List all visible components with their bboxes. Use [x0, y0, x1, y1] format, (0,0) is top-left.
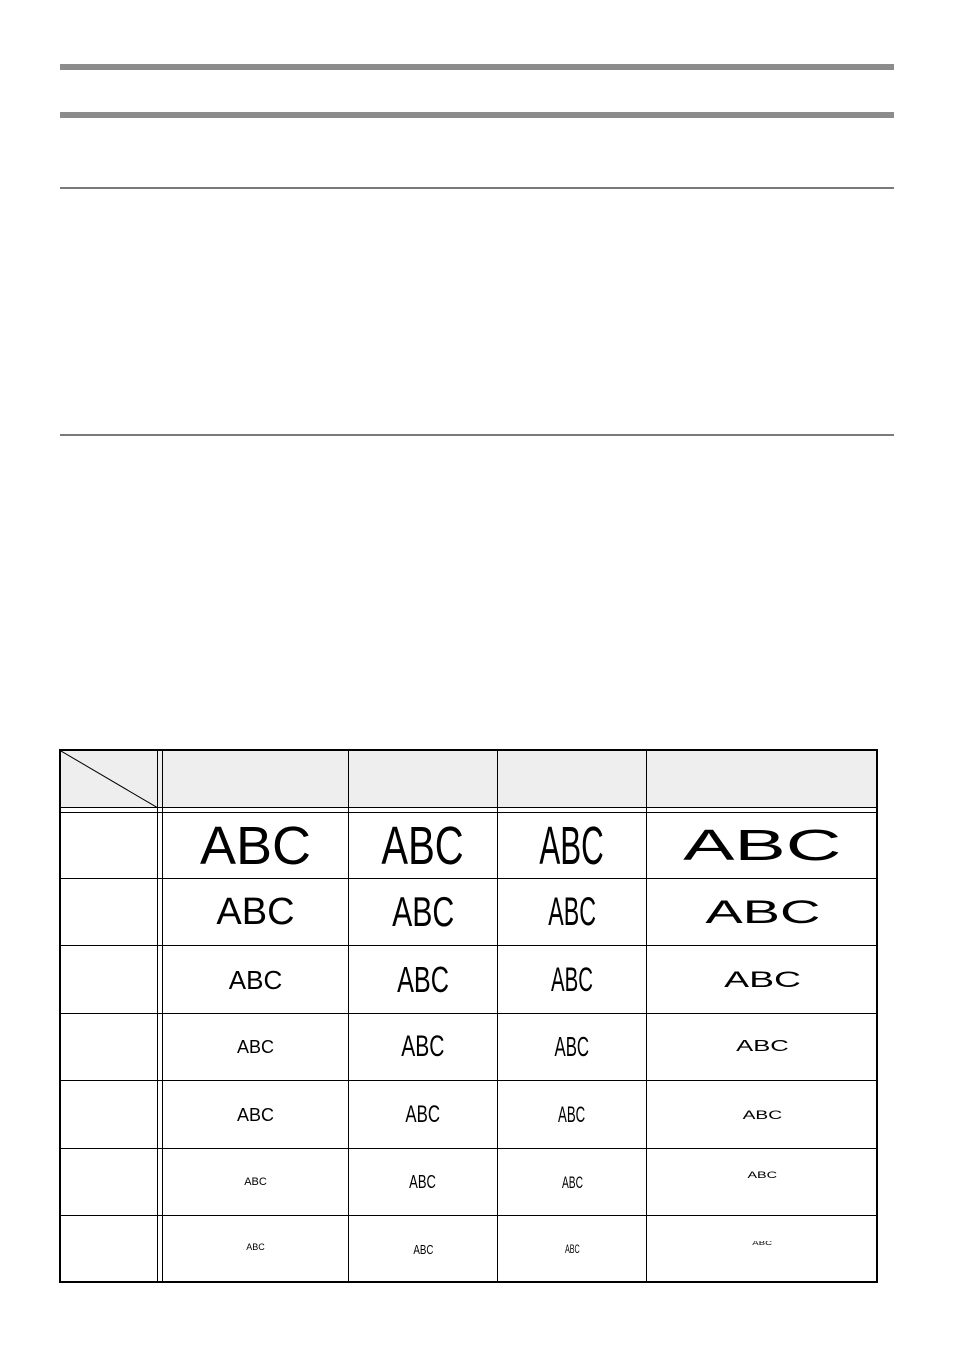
sample-text: ABC [539, 815, 605, 876]
sample-cell [498, 946, 646, 1013]
sample-cell [647, 879, 878, 945]
sample-text: ABC [752, 1241, 773, 1247]
sample-text: ABC [401, 1030, 445, 1063]
sample-text: ABC [412, 1241, 434, 1257]
sample-cell [163, 946, 348, 1013]
sample-cell [163, 813, 348, 878]
sample-cell [349, 1216, 497, 1282]
sample-cell [498, 1014, 646, 1080]
sample-text: ABC [561, 1172, 583, 1192]
top-rule-1 [60, 64, 894, 70]
sample-text: ABC [228, 964, 283, 995]
sample-text: ABC [216, 891, 295, 933]
sample-text: ABC [391, 888, 455, 935]
sample-cell [647, 1081, 878, 1148]
sample-cell [498, 1216, 646, 1282]
sample-cell [647, 1216, 878, 1272]
sample-cell [647, 946, 878, 1013]
sample-text: ABC [551, 960, 593, 999]
sample-cell [647, 1014, 878, 1080]
sample-cell [647, 1149, 878, 1201]
sample-cell [349, 1014, 497, 1080]
sample-cell [163, 1216, 348, 1278]
sample-text: ABC [558, 1101, 586, 1127]
sample-text: ABC [683, 820, 842, 870]
sample-text: ABC [236, 1104, 274, 1125]
sample-text: ABC [548, 890, 596, 934]
sample-cell [349, 946, 497, 1013]
sample-cell [498, 879, 646, 945]
sample-text: ABC [742, 1107, 783, 1122]
sample-cell [163, 1081, 348, 1148]
sample-cell [498, 1081, 646, 1148]
section-divider-2 [60, 434, 894, 436]
sample-cell [349, 813, 497, 878]
sample-cell [498, 813, 646, 878]
col-divider-a [157, 751, 158, 1281]
section-divider-1 [60, 187, 894, 189]
sample-cell [349, 879, 497, 945]
corner-diagonal [61, 751, 158, 808]
header-divider-a [61, 807, 876, 808]
sample-text: ABC [704, 894, 821, 930]
sample-text: ABC [405, 1100, 441, 1128]
sample-text: ABC [747, 1169, 778, 1180]
sample-text: ABC [397, 958, 449, 1000]
sample-text: ABC [724, 966, 801, 992]
sample-cell [349, 1081, 497, 1148]
table-header-row [61, 751, 876, 808]
sample-cell [498, 1149, 646, 1215]
top-rule-2 [60, 112, 894, 118]
font-width-sample-table [59, 749, 878, 1283]
sample-text: ABC [244, 1175, 267, 1188]
sample-cell [163, 1149, 348, 1215]
sample-text: ABC [246, 1241, 265, 1252]
sample-text: ABC [381, 815, 465, 876]
sample-text: ABC [409, 1172, 437, 1192]
sample-text: ABC [554, 1031, 590, 1062]
sample-text: ABC [199, 815, 312, 876]
sample-cell [163, 1014, 348, 1080]
sample-text: ABC [736, 1038, 789, 1055]
sample-cell [349, 1149, 497, 1215]
sample-cell [163, 879, 348, 945]
sample-cell [647, 813, 878, 878]
sample-text: ABC [564, 1242, 580, 1256]
sample-text: ABC [236, 1037, 274, 1057]
